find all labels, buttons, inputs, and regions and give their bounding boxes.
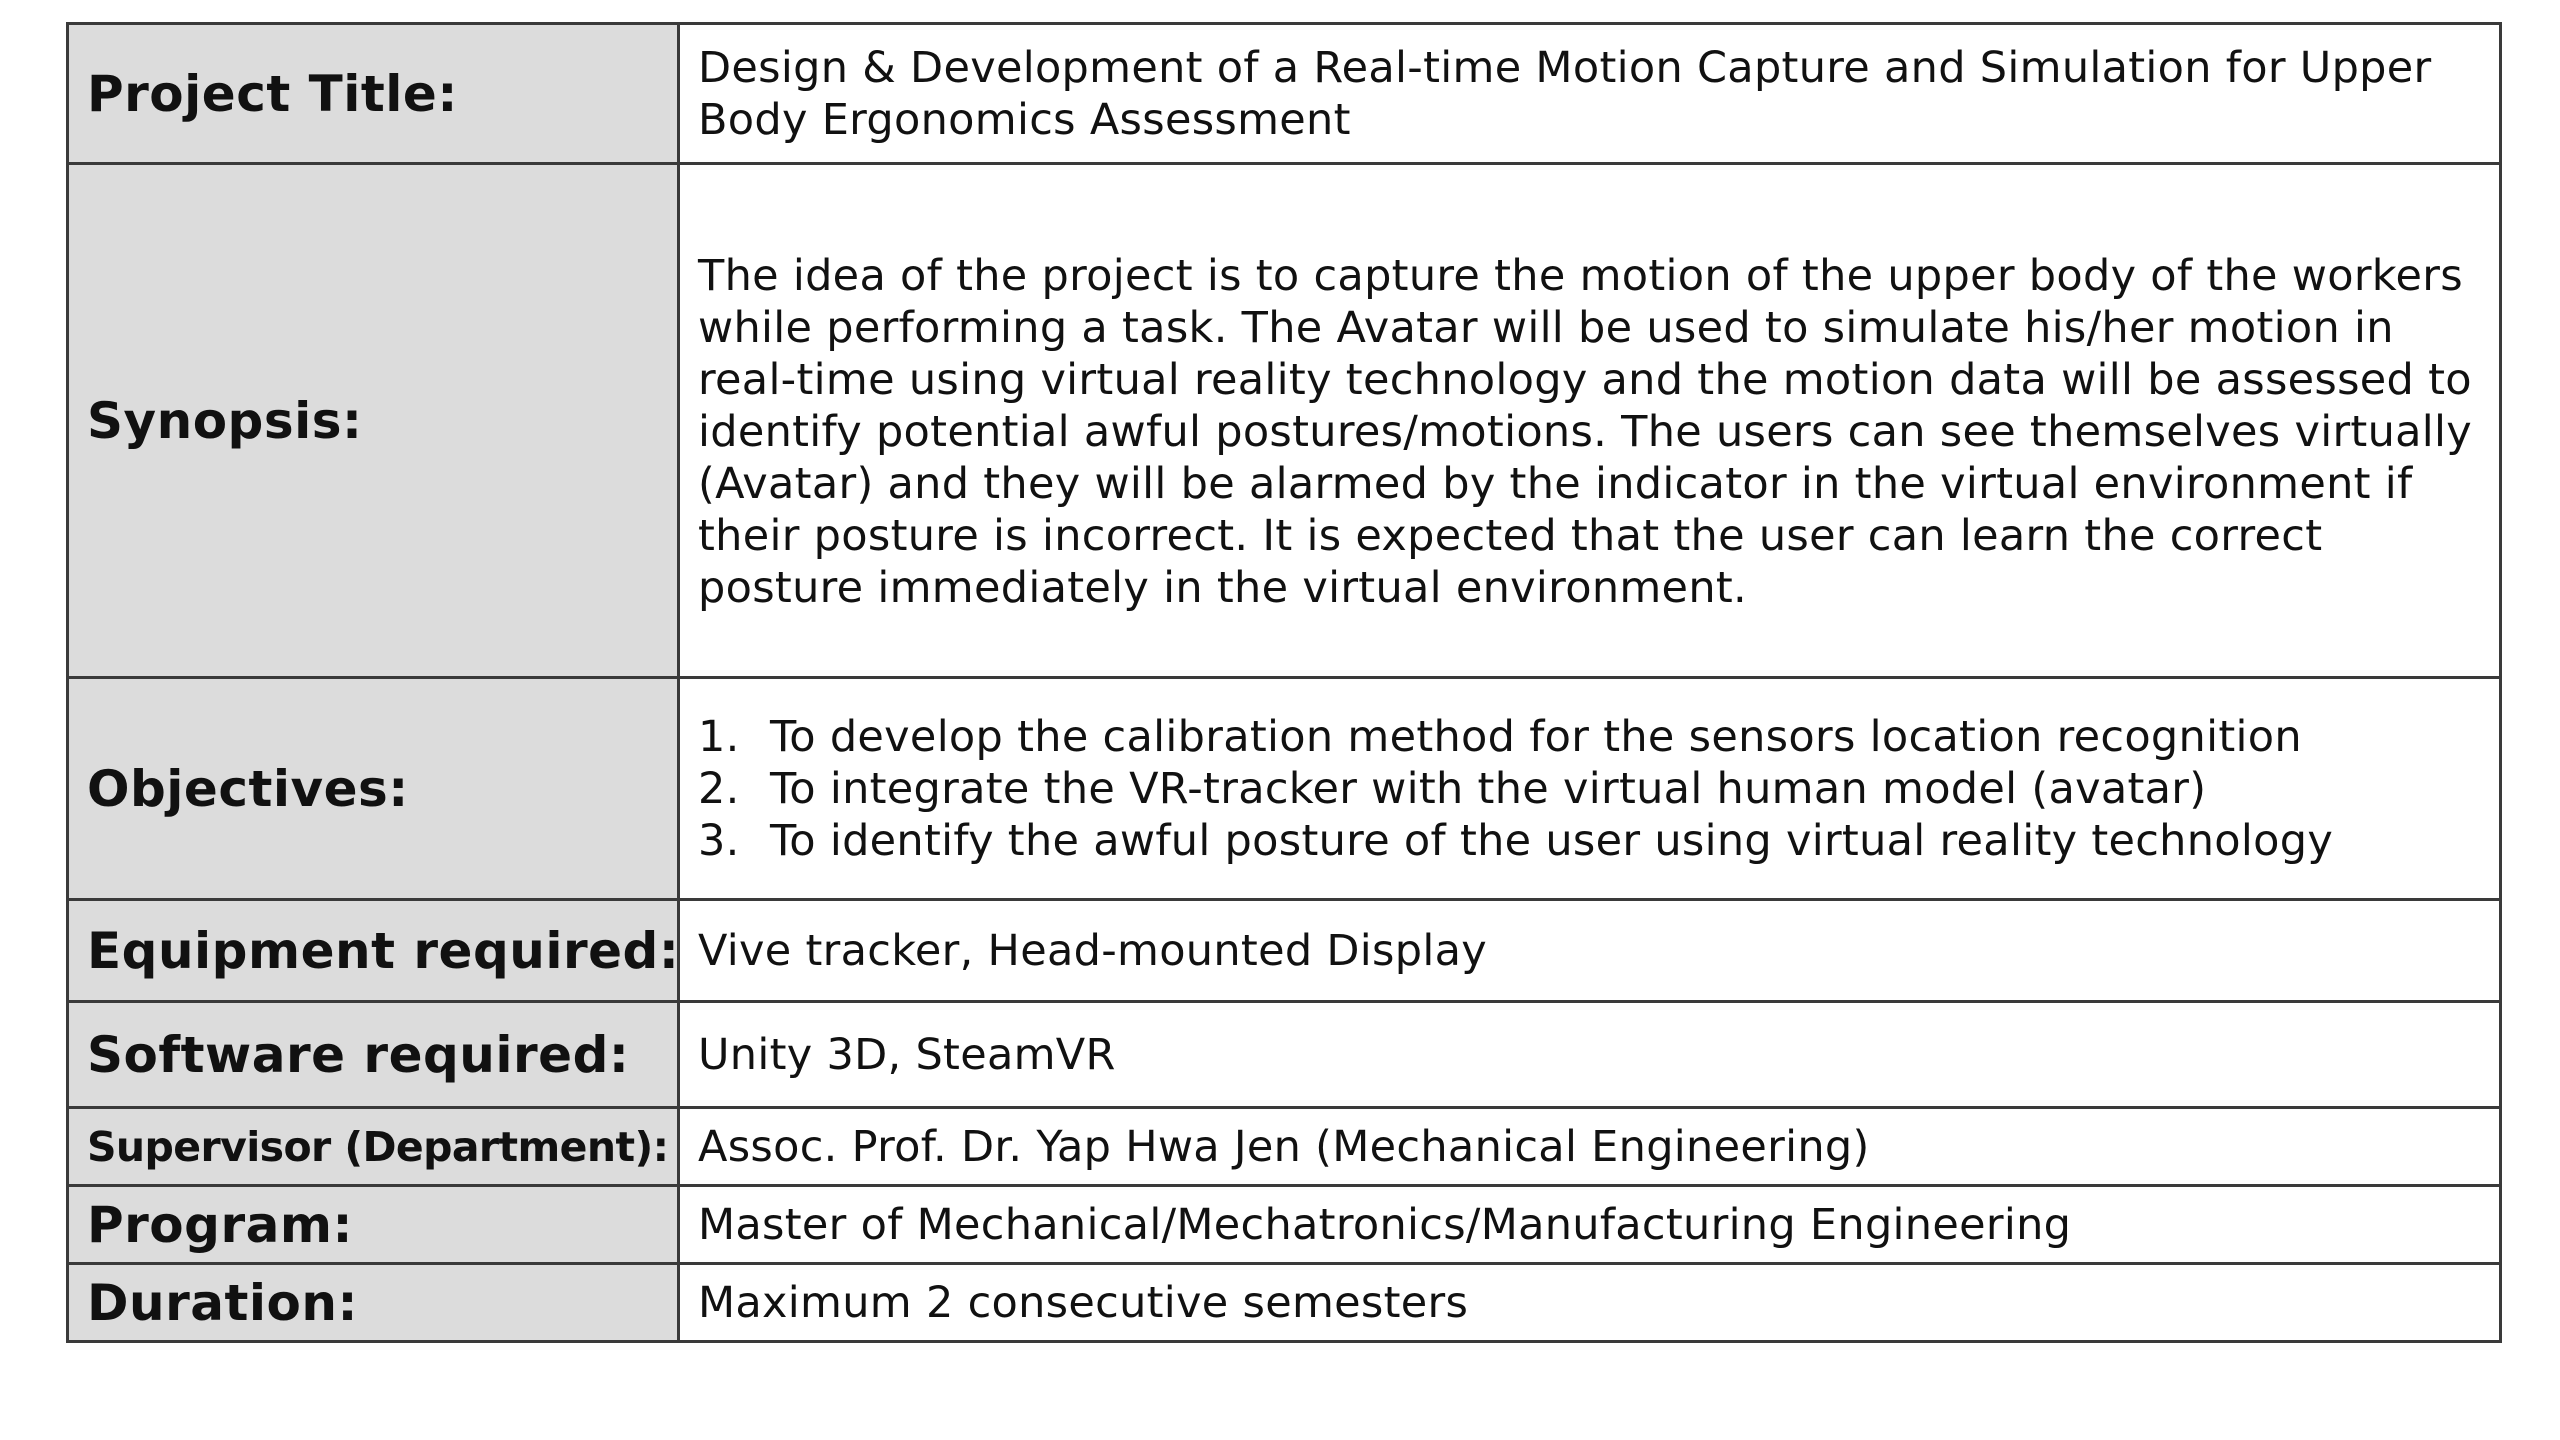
duration-value: Maximum 2 consecutive semesters bbox=[679, 1264, 2501, 1342]
synopsis-cell bbox=[679, 164, 2501, 678]
project-title-value: Design & Development of a Real-time Motion Capture and Simulation for Upper Body Ergonomics Assessment bbox=[679, 24, 2501, 164]
equipment-value: Vive tracker, Head-mounted Display bbox=[679, 900, 2501, 1002]
objective-item bbox=[698, 763, 2481, 815]
objective-text: To develop the calibration method for the sensors location recognition bbox=[770, 711, 2302, 762]
software-row bbox=[68, 1002, 2501, 1108]
synopsis-label: Synopsis: bbox=[68, 164, 679, 678]
project-title-label: Project Title: bbox=[68, 24, 679, 164]
program-row bbox=[68, 1186, 2501, 1264]
objective-text: To integrate the VR-tracker with the virtual human model (avatar) bbox=[770, 763, 2207, 814]
duration-label: Duration: bbox=[68, 1264, 679, 1342]
project-title-row bbox=[68, 24, 2501, 164]
objective-number: 3. bbox=[698, 815, 740, 866]
objectives-cell bbox=[679, 678, 2501, 900]
synopsis-row bbox=[68, 164, 2501, 678]
software-value: Unity 3D, SteamVR bbox=[679, 1002, 2501, 1108]
objectives-row bbox=[68, 678, 2501, 900]
objective-number: 1. bbox=[698, 711, 740, 762]
program-label: Program: bbox=[68, 1186, 679, 1264]
synopsis-text: The idea of the project is to capture the motion of the upper body of the workers while performing a task. The Avatar will be used to simulate his/her motion in real-time using virtual reality technology and the motion data will be assessed to identify potential awful postures/motions. The users can see themselves virtually (Avatar) and they will be alarmed by the indicator in the virtual environment if their posture is incorrect. It is expected that the user can learn the correct posture immediately in the virtual environment. bbox=[698, 250, 2473, 613]
project-info-table bbox=[66, 22, 2502, 1343]
objectives-list bbox=[698, 711, 2481, 867]
duration-row bbox=[68, 1264, 2501, 1342]
supervisor-label: Supervisor (Department): bbox=[68, 1108, 679, 1186]
objectives-label: Objectives: bbox=[68, 678, 679, 900]
equipment-row bbox=[68, 900, 2501, 1002]
objective-item bbox=[698, 815, 2481, 867]
objective-text: To identify the awful posture of the user using virtual reality technology bbox=[770, 815, 2334, 866]
supervisor-row bbox=[68, 1108, 2501, 1186]
software-label: Software required: bbox=[68, 1002, 679, 1108]
supervisor-value: Assoc. Prof. Dr. Yap Hwa Jen (Mechanical Engineering) bbox=[679, 1108, 2501, 1186]
equipment-label: Equipment required: bbox=[68, 900, 679, 1002]
program-value: Master of Mechanical/Mechatronics/Manufacturing Engineering bbox=[679, 1186, 2501, 1264]
objective-number: 2. bbox=[698, 763, 740, 814]
objective-item bbox=[698, 711, 2481, 763]
